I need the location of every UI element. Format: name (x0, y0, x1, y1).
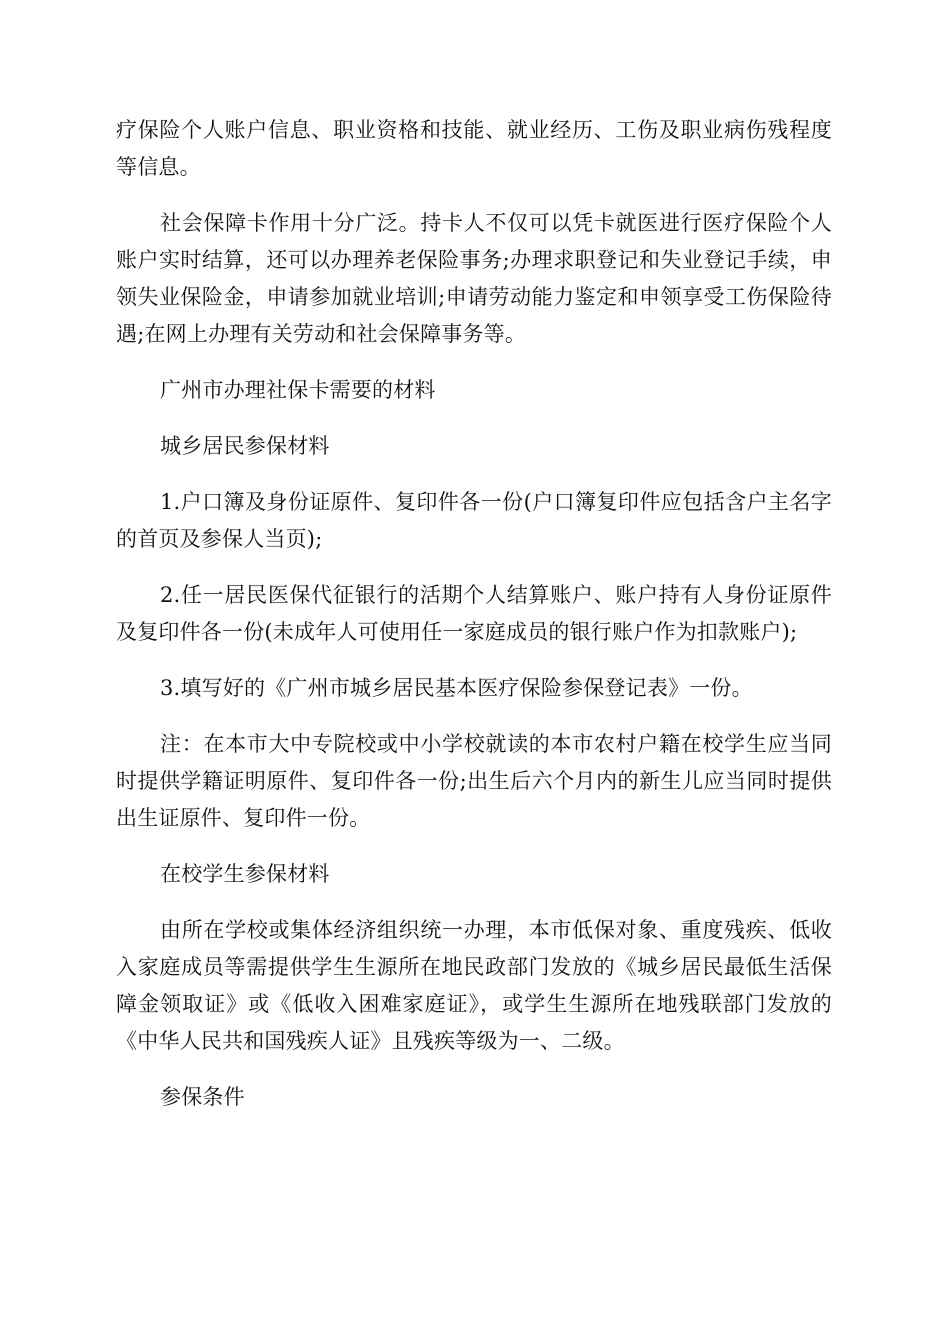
list-item-3: 3.填写好的《广州市城乡居民基本医疗保险参保登记表》一份。 (160, 676, 753, 700)
paragraph-student-details: 由所在学校或集体经济组织统一办理，本市低保对象、重度残疾、低收入家庭成员等需提供学生生源所在地民政部门发放的《城乡居民最低生活保障金领取证》或《低收入困难家庭证》，或学生生源所在地残联部门发放的《中华人民共和国残疾人证》且残疾等级为一、二级。 (116, 918, 832, 1053)
heading-resident-materials: 城乡居民参保材料 (160, 434, 330, 458)
paragraph-card-usage: 社会保障卡作用十分广泛。持卡人不仅可以凭卡就医进行医疗保险个人账户实时结算，还可以办理养老保险事务;办理求职登记和失业登记手续，申领失业保险金，申请参加就业培训;申请劳动能力鉴定和申领享受工伤保险待遇;在网上办理有关劳动和社会保障事务等。 (116, 211, 832, 346)
list-item-1: 1.户口簿及身份证原件、复印件各一份(户口簿复印件应包括含户主名字的首页及参保人当页); (116, 490, 832, 551)
document-body (116, 112, 832, 1135)
list-item-2: 2.任一居民医保代征银行的活期个人结算账户、账户持有人身份证原件及复印件各一份(未成年人可使用任一家庭成员的银行账户作为扣款账户); (116, 583, 832, 644)
paragraph-continuation: 疗保险个人账户信息、职业资格和技能、就业经历、工伤及职业病伤残程度等信息。 (116, 118, 832, 179)
paragraph-note: 注：在本市大中专院校或中小学校就读的本市农村户籍在校学生应当同时提供学籍证明原件、复印件各一份;出生后六个月内的新生儿应当同时提供出生证原件、复印件一份。 (116, 732, 832, 830)
heading-guangzhou-materials: 广州市办理社保卡需要的材料 (160, 378, 436, 402)
heading-insurance-conditions: 参保条件 (160, 1085, 245, 1109)
heading-student-materials: 在校学生参保材料 (160, 862, 330, 886)
